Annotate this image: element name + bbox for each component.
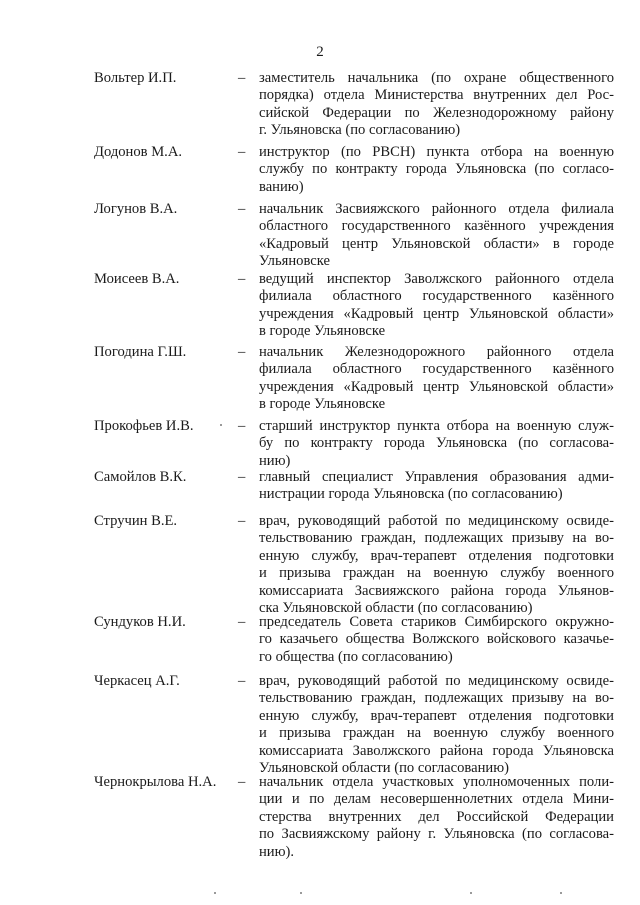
position-line: нистрации города Ульяновска (по согласованию) <box>259 486 563 503</box>
scan-artifact <box>560 892 562 894</box>
position-line: тельствованию граждан, подлежащих призыву на во- <box>259 690 614 707</box>
member-name: Логунов В.А. <box>94 201 178 217</box>
position-line: и призыва граждан на военную службу военного <box>259 725 614 742</box>
member-name: Погодина Г.Ш. <box>94 344 187 360</box>
dash-separator: – <box>238 201 246 217</box>
position-line: ванию) <box>259 178 304 195</box>
scan-artifact <box>214 892 216 894</box>
position-line: ции и по делам несовершеннолетних отдела Мини- <box>259 791 614 808</box>
position-line: г. Ульяновска (по согласованию) <box>259 122 461 139</box>
position-line: нию) <box>259 452 291 469</box>
scan-artifact <box>220 424 222 426</box>
dash-separator: – <box>238 418 246 434</box>
member-position <box>259 673 614 777</box>
member-position <box>259 469 614 504</box>
dash-separator: – <box>238 614 246 630</box>
member-position <box>259 418 614 470</box>
dash-separator: – <box>238 513 246 529</box>
dash-separator: – <box>238 70 246 86</box>
dash-separator: – <box>238 344 246 360</box>
position-line: и призыва граждан на военную службу военного <box>259 565 614 582</box>
position-line: ведущий инспектор Заволжского районного отдела <box>259 271 614 287</box>
member-name: Самойлов В.К. <box>94 469 187 485</box>
member-position <box>259 70 614 140</box>
position-line: сийской Федерации по Железнодорожному району <box>259 104 614 121</box>
dash-separator: – <box>238 469 246 485</box>
position-line: Ульяновской области (по согласованию) <box>259 760 509 777</box>
dash-separator: – <box>238 271 246 287</box>
position-line: врач, руководящий работой по медицинскому освиде- <box>259 673 614 689</box>
member-name: Стручин В.Е. <box>94 513 178 529</box>
member-name: Сундуков Н.И. <box>94 614 186 630</box>
position-line: в городе Ульяновске <box>259 323 386 340</box>
member-name: Прокофьев И.В. <box>94 418 194 434</box>
position-line: филиала областного государственного казённого <box>259 288 614 305</box>
position-line: стерства внутренних дел Российской Федерации <box>259 808 614 825</box>
member-name: Черкасец А.Г. <box>94 673 180 689</box>
scan-artifact <box>300 892 302 894</box>
position-line: бу по контракту города Ульяновска (по согласова- <box>259 435 614 452</box>
position-line: енную службу, врач-терапевт отделения подготовки <box>259 707 614 724</box>
position-line: председатель Совета стариков Симбирского окружно- <box>259 614 614 630</box>
position-line: Ульяновске <box>259 253 330 270</box>
position-line: учреждения «Кадровый центр Ульяновской области» <box>259 378 614 395</box>
position-line: главный специалист Управления образования адми- <box>259 469 614 485</box>
position-line: тельствованию граждан, подлежащих призыву на во- <box>259 530 614 547</box>
position-line: го общества (по согласованию) <box>259 648 453 665</box>
position-line: комиссариата Засвияжского района города Ульянов- <box>259 582 614 599</box>
dash-separator: – <box>238 144 246 160</box>
position-line: в городе Ульяновске <box>259 396 386 413</box>
position-line: енную службу, врач-терапевт отделения подготовки <box>259 547 614 564</box>
member-name: Чернокрылова Н.А. <box>94 774 217 790</box>
page-number: 2 <box>316 44 324 60</box>
position-line: «Кадровый центр Ульяновской области» в городе <box>259 235 614 252</box>
member-position <box>259 513 614 617</box>
position-line: учреждения «Кадровый центр Ульяновской области» <box>259 305 614 322</box>
member-position <box>259 201 614 271</box>
position-line: начальник отдела участковых уполномоченных поли- <box>259 774 614 790</box>
member-name: Додонов М.А. <box>94 144 183 160</box>
position-line: начальник Железнодорожного районного отдела <box>259 344 614 360</box>
position-line: инструктор (по РВСН) пункта отбора на военную <box>259 144 614 160</box>
member-position <box>259 344 614 414</box>
dash-separator: – <box>238 774 246 790</box>
dash-separator: – <box>238 673 246 689</box>
member-name: Вольтер И.П. <box>94 70 177 86</box>
member-position <box>259 774 614 861</box>
position-line: по Засвияжскому району г. Ульяновска (по согласова- <box>259 826 614 843</box>
position-line: областного государственного казённого учреждения <box>259 218 614 235</box>
member-position <box>259 271 614 341</box>
position-line: ска Ульяновской области (по согласованию) <box>259 600 533 617</box>
position-line: порядка) отдела Министерства внутренних дел Рос- <box>259 87 614 104</box>
position-line: службу по контракту города Ульяновска (по согласо- <box>259 161 614 178</box>
position-line: начальник Засвияжского районного отдела филиала <box>259 201 614 217</box>
position-line: комиссариата Заволжского района города Ульяновска <box>259 742 614 759</box>
position-line: нию). <box>259 843 295 860</box>
member-position <box>259 614 614 666</box>
position-line: заместитель начальника (по охране общественного <box>259 70 614 86</box>
position-line: филиала областного государственного казённого <box>259 361 614 378</box>
position-line: го казачьего общества Волжского войскового казачье- <box>259 631 614 648</box>
member-name: Моисеев В.А. <box>94 271 180 287</box>
member-position <box>259 144 614 196</box>
position-line: врач, руководящий работой по медицинскому освиде- <box>259 513 614 529</box>
scan-artifact <box>470 892 472 894</box>
position-line: старший инструктор пункта отбора на военную служ- <box>259 418 614 434</box>
